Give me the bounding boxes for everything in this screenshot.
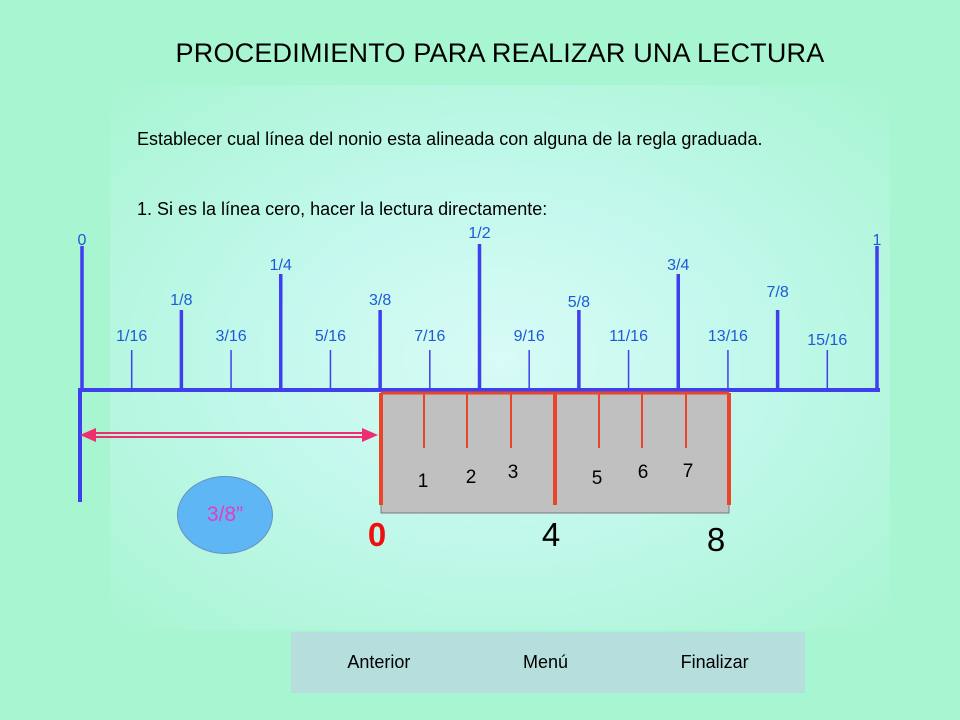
step-one-text: 1. Si es la línea cero, hacer la lectura directamente: xyxy=(137,199,548,219)
reading-value: 3/8” xyxy=(206,503,244,526)
vernier-four-label: 4 xyxy=(541,516,561,553)
instruction-text: Establecer cual línea del nonio esta alineada con alguna de la regla graduada. xyxy=(137,129,763,149)
vernier-label: 6 xyxy=(637,462,649,483)
scale-label: 1/4 xyxy=(269,257,292,274)
scale-label: 3/16 xyxy=(215,328,247,345)
scale-label: 5/16 xyxy=(314,328,347,345)
scale-label: 9/16 xyxy=(513,328,545,345)
menu-link[interactable]: Menú xyxy=(522,652,568,672)
scale-label: 1/2 xyxy=(468,225,491,242)
scale-ticks xyxy=(82,244,877,388)
scale-label: 1 xyxy=(872,232,882,249)
vernier-label: 2 xyxy=(465,467,477,488)
scale-label: 13/16 xyxy=(707,328,748,345)
scale-label: 1/8 xyxy=(170,292,193,309)
vernier-eight-label: 8 xyxy=(706,521,726,558)
reading-bubble xyxy=(177,476,273,554)
vernier-label: 5 xyxy=(591,468,603,489)
scale-label: 0 xyxy=(77,232,87,249)
scale-label: 5/8 xyxy=(567,294,590,311)
scale-label: 7/16 xyxy=(414,328,446,345)
scale-label: 3/4 xyxy=(667,257,690,274)
vernier-zero-label: 0 xyxy=(367,516,387,553)
scale-label: 3/8 xyxy=(369,292,392,309)
finish-link[interactable]: Finalizar xyxy=(680,652,749,672)
vernier-label: 7 xyxy=(682,461,694,482)
navigation-bar xyxy=(291,632,805,693)
scale-label: 1/16 xyxy=(116,328,148,345)
reading-arrow xyxy=(80,428,378,442)
vernier-label: 3 xyxy=(507,462,519,483)
previous-link[interactable]: Anterior xyxy=(347,652,411,672)
scale-label: 7/8 xyxy=(766,284,789,301)
scale-label: 11/16 xyxy=(609,328,648,345)
scale-label: 15/16 xyxy=(807,332,848,349)
page-title: PROCEDIMIENTO PARA REALIZAR UNA LECTURA xyxy=(175,38,825,68)
vernier-label: 1 xyxy=(417,471,429,492)
